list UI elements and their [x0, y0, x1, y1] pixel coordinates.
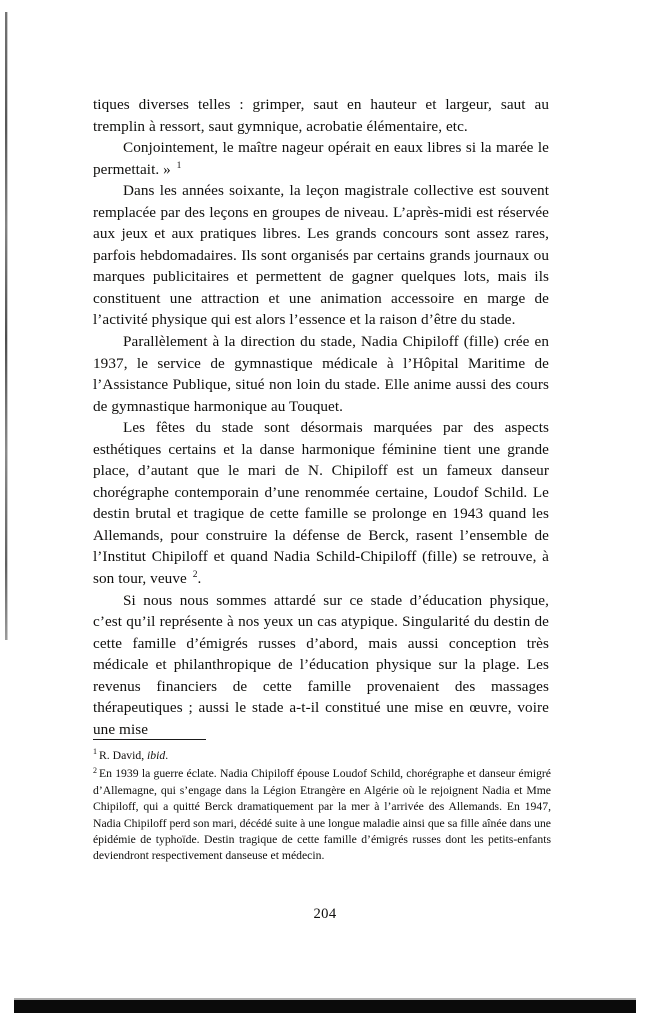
footnote-item — [93, 766, 551, 864]
paragraph-text: Les fêtes du stade sont désormais marquées par des aspects esthétiques certains et la danse harmonique féminine tient une grande place, d’autant que le mari de N. Chipiloff est un fameux danseur chorégraphe contemporain d’une renommée certaine, Loudof Schild. Le destin brutal et tragique de cette famille se prolonge en 1943 quand les Allemands, pour construire la défense de Berck, rasent l’ensemble de l’Institut Chipiloff et quand Nadia Schild-Chipiloff (fille) se retrouve, à son tour, veuve — [93, 419, 549, 588]
paragraph-text: Conjointement, le maître nageur opérait en eaux libres si la marée le permettait. » — [93, 139, 549, 178]
footnote-text: En 1939 la guerre éclate. Nadia Chipiloff épouse Loudof Schild, chorégraphe et danseur émigré d’Allemagne, qui s’engage dans la Légion Etrangère en Algérie où le rejoignent Nadia et Mme Chipiloff, qui a quitté Berck dramatiquement par la mer à l’arrivée des Allemands. En 1947, Nadia Chipiloff perd son mari, décédé suite à une longue maladie ainsi que sa fille aînée dans une épidémie de typhoïde. Destin tragique de cette famille d’émigrés russes dont les petits-enfants deviendront respectivement danseuse et médecin. — [93, 767, 551, 863]
paragraph — [93, 137, 549, 180]
footnote-reference-2[interactable]: 2 — [192, 569, 198, 580]
footnote-marker: 1 — [93, 747, 97, 757]
footnotes-block — [93, 748, 551, 867]
body-text-block — [93, 94, 549, 740]
footnote-separator-rule — [93, 739, 206, 740]
paragraph: tiques diverses telles : grimper, saut en hauteur et largeur, saut au tremplin à ressort, saut gymnique, acrobatie élémentaire, etc. — [93, 96, 549, 135]
footnote-item — [93, 748, 551, 764]
footnote-italic-term: ibid — [147, 749, 166, 762]
scan-gutter-line-artifact — [5, 12, 7, 640]
footnote-marker: 2 — [93, 765, 97, 775]
scan-bottom-edge-artifact — [14, 1000, 636, 1013]
paragraph: Si nous nous sommes attardé sur ce stade d’éducation physique, c’est qu’il représente à nos yeux un cas atypique. Singularité du destin de cette famille d’émigrés russes d’abord, mais aussi conception très médicale et philanthropique de l’éducation physique sur la plage. Les revenus financiers de cette famille provenaient des massages thérapeutiques ; aussi le stade a-t-il constitué une mise en œuvre, voire une mise — [93, 591, 549, 738]
page-number: 204 — [313, 906, 337, 922]
paragraph — [93, 417, 549, 589]
paragraph: Dans les années soixante, la leçon magistrale collective est souvent remplacée par des leçons en groupes de niveau. L’après-midi est réservée aux jeux et aux pratiques libres. Les grands concours sont assez rares, parfois hebdomadaires. Ils sont organisés par certains grands journaux ou marques publicitaires et permettent de gagner quelques lots, mais ils constituent une attraction et une animation accessoire en marge de l’activité physique qui est alors l’essence et la raison d’être du stade. — [93, 182, 549, 329]
footnote-text: R. David, — [99, 749, 148, 762]
paragraph-text-tail: . — [197, 570, 202, 588]
footnote-reference-1[interactable]: 1 — [176, 160, 182, 171]
footnote-text-tail: . — [165, 749, 169, 762]
paragraph: Parallèlement à la direction du stade, Nadia Chipiloff (fille) crée en 1937, le service de gymnastique médicale à l’Hôpital Maritime de l’Assistance Publique, situé non loin du stade. Elle anime aussi des cours de gymnastique harmonique au Touquet. — [93, 333, 549, 415]
